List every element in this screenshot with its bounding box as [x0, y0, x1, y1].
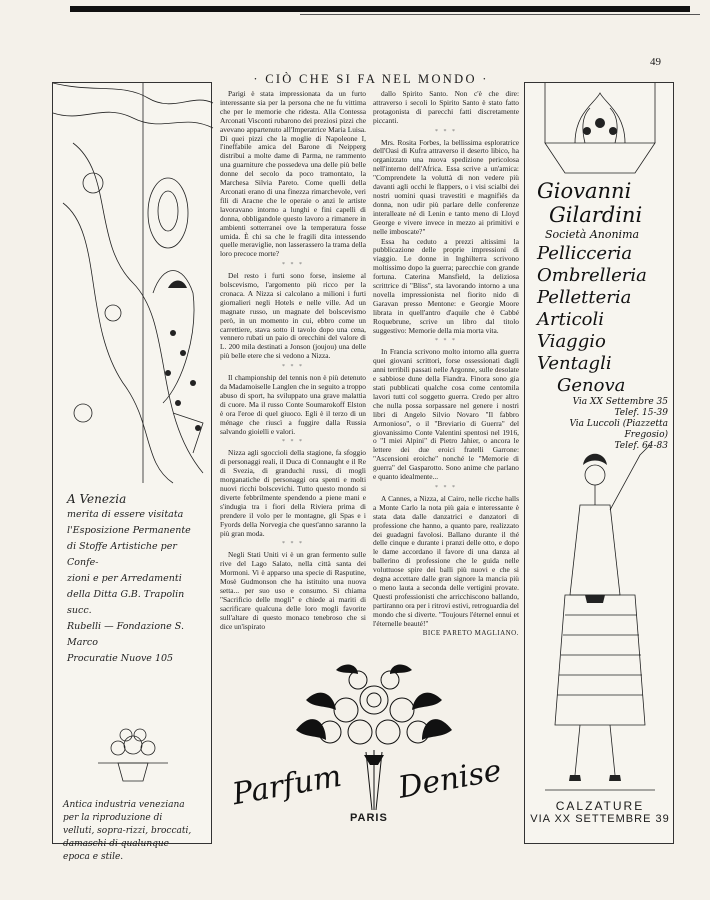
- ad-venezia-bottom-4: damaschi di qualunque: [63, 839, 170, 849]
- ad-venezia-line-4: di Stoffe Artistiche per Confe-: [67, 541, 177, 568]
- brand-tel-1: Telef. 15-39: [614, 408, 668, 418]
- article: [220, 72, 522, 638]
- flower-basket-icon: [525, 83, 675, 183]
- ad-venezia-line-1: A Venezia: [67, 492, 127, 506]
- article-paragraph: Parigi è stata impressionata da un furto interessante sia per la persona che ne fu vittima che per le memorie che ridesta. Alla Contessa Arconati Visconti rubarono dei preziosi pizzi che avevano appartenuto all'Imperatrice Maria Luisa. Di quei pizzi che la moglie di Napoleone I, l'ineffabile amica del Barone di Neipperg distribuì a molte dame di Parma, ne rammento una guarniture che possedeva una delle più belle donne del secolo da poco tramontato, la Marchesa Silvia Pareto. Come quelli della Arconati erano di una finezza rimarchevole, veri fili di Aracne che le operaie o anzi le artiste lavoravano intorno a lunghi e fini capelli di donna, obbligandole questo lavoro a rimanere in ambienti sotterranei ove la temperatura fosse umida. È chi sa che le fragili dita intessendo quelle meraviglie, non lasserassero la trama della loro precoce morte?: [220, 89, 366, 259]
- top-rule: [70, 6, 690, 12]
- brand-product: Pelletteria: [537, 287, 632, 308]
- article-paragraph: dallo Spirito Santo. Non c'è che dire: attraverso i secoli lo Spirito Santo è stato fatto protagonista di parecchi fatti discretamente piccanti.: [373, 89, 519, 125]
- page-number: 49: [650, 56, 661, 68]
- article-columns: [220, 90, 522, 680]
- brand-product: Ventagli: [537, 353, 612, 374]
- article-paragraph: Del resto i furti sono forse, insieme al bolscevismo, l'argomento più ricco per la cronaca. A Nizza si calcolano a milioni i furti giornalieri negli Hotels e nelle ville. Ad un magnate russo, un magnate del bolscevismo però, in un momento in cui, ebbro come un carrettiere, stava sotto il tavolo dopo una cena, vennero rubati un paio di orecchini del valore di L. 200 mila destinati a Jonson (joujou) una delle più belle etere che si vedono a Nizza.: [220, 271, 366, 361]
- article-column-left: [220, 90, 366, 632]
- ad-venezia-line-8: Procuratie Nuove 105: [67, 653, 174, 664]
- article-paragraph: Mrs. Rosita Forbes, la bellissima esploratrice dell'Oasi di Kufra attraverso il deserto libico, ha organizzato una nuova spedizione pericolosa nell'interno dell'Africa. Essa scrive a un'amica: "Comprendete la voluttà di non vedere più davanti agli occhi le flappers, o i visi scialbi dei nostri uomini quasi travestiti e magnifiés da donna, non udir più parlare delle conferenze interalleate né di Lenin e tanto meno di Lloyd George e vivere invece in mezzo ai primitivi e nelle imboscate?": [373, 137, 519, 236]
- brand-address-2: Via Luccoli (Piazzetta Fregosio): [569, 419, 668, 440]
- article-separator: * * *: [435, 128, 457, 135]
- brand-address-1: Via XX Settembre 35: [572, 397, 668, 407]
- article-separator: * * *: [282, 439, 304, 446]
- footer-calzature: CALZATURE: [555, 799, 645, 813]
- ad-venezia: [52, 82, 212, 862]
- ad-venezia-bottom-5: epoca e stile.: [63, 852, 124, 862]
- flower-vase-icon: [88, 723, 178, 783]
- denise-word: Denise: [395, 753, 505, 806]
- top-rule-thin: [300, 14, 700, 15]
- ad-venezia-line-7: Rubelli — Fondazione S. Marco: [67, 621, 184, 648]
- ad-venezia-line-6: della Ditta G.B. Trapolin succ.: [67, 589, 185, 616]
- ad-parfum-denise: [226, 660, 522, 840]
- brand-first-name: Giovanni: [537, 179, 632, 203]
- article-separator: * * *: [282, 262, 304, 269]
- brand-last-name: Gilardini: [549, 203, 643, 227]
- article-paragraph: Essa ha ceduto a prezzi altissimi la pubblicazione delle proprie impressioni di viaggio. Le donne in Inghilterra scrivono moltissimo dopo la guerra; parecchie con grande fortuna. Caterina Mansfield, la deliziosa scrittrice di "Bliss", sta lavorando intorno a una novella impressionista nel fiorito nido di Garavan presso Mentone: e Georgie Moore librata in quell'antro d'aquile che è Cabbé Roquebrune, scrive un libro dal titolo suggestivo: Memorie della mia morta vita.: [373, 236, 519, 335]
- article-separator: * * *: [282, 364, 304, 371]
- article-title: · CIÒ CHE SI FA NEL MONDO ·: [253, 72, 489, 86]
- ad-venezia-bottom-2: per la riproduzione di: [63, 813, 163, 823]
- article-paragraph: Il championship del tennis non è più detenuto da Madamoiselle Langlen che in seguito a troppo abuso di sport, ha sviluppato una grave malattia di cuore. Ma il russo Conte Soumarokoff Elston è ora l'eroe di quel giuoco. Egli è il terzo di un ménage che riuscì a fuggire dalla Russia salvando gioielli e valori.: [220, 373, 366, 436]
- ad-venezia-bottom-3: velluti, sopra-rizzi, broccati,: [63, 826, 192, 836]
- ad-venezia-bottom-text: [63, 799, 208, 864]
- brand-tel-2: Telef. 64-83: [614, 441, 668, 451]
- article-paragraph: Negli Stati Uniti vi è un gran fermento sulle rive del Lago Salato, nella città santa dei Mormoni. Vi è apparso una specie di Rasputine, Mosè Gudmonson che ha istituito una nuova setta... per suo uso e consumo. Si chiama "Sacrificio delle mogli" e chiede ai mariti di sacrificare qualcuna delle loro mogli favorite sull'altare di questo monaco tenebroso che si dice un'ispirato: [220, 550, 366, 631]
- article-separator: * * *: [435, 484, 457, 491]
- footer-address: VIA XX SETTEMBRE 39: [530, 813, 670, 825]
- ad-venezia-text: [67, 491, 207, 667]
- ad-venezia-bottom-1: Antica industria veneziana: [63, 800, 185, 810]
- fashion-lady-illustration: [525, 395, 675, 805]
- ad-venezia-illustration: [53, 83, 213, 483]
- brand-city: Genova: [557, 375, 626, 396]
- article-paragraph: A Cannes, a Nizza, al Cairo, nelle ricche halls a Monte Carlo la nota più gaia e interessante è stata data dalle danzatrici e danzatori di professione che hanno, a quanto pare, realizzato dei guadagni favolosi. Ballano durante il thé delle cinque e durante i pranzi delle otto, e dopo le dame accordano il favore di una danza al ballerino di professione che le guida nelle voluttuose spire dei balli più nuovi e che si degna accettare dalle gran signore la mancia più o meno lauta a seconda delle vertigini provate. Questi professionisti che arricchiscono ballando, partiranno ora per i ritrovi estivi, retroguardia del mondo che si diverte. "Toujours l'éternel ennui et l'éternelle beauté!": [373, 493, 519, 628]
- ad-venezia-line-2: merita di essere visitata: [67, 509, 184, 520]
- article-paragraph: Nizza agli sgoccioli della stagione, fa sfoggio di personaggi reali, il Duca di Connaught e il Re di Svezia, di granduchi russi, di mogli morganatiche di personaggi ora spenti e molti nuovi ricchi bolscevichi. Tutto questo mondo si diverte febbrilmente spendendo a piene mani e s'indugia tra i fiori della Riviera prima di prendere il volo per le montagne, gli Spas e i Fyords della Norvegia che quest'anno saranno la più gran moda.: [220, 448, 366, 538]
- brand-product: Pellicceria: [537, 243, 633, 264]
- brand-product: Ombrelleria: [537, 265, 647, 286]
- article-separator: * * *: [282, 541, 304, 548]
- article-signature: BICE PARETO MAGLIANO.: [422, 629, 519, 638]
- article-paragraph: In Francia scrivono molto intorno alla guerra quei giovani scrittori, forse ossessionati dagli anni terribili passati nelle Argonne, sulle desolate e sabbiose dune della Fiandra. Finora sono gia stati pubblicati qualche cosa come centomila lavori tutti col soggetto guerra. Credo per altro che nulla possa sorpassare nel genere i nostri libri di Angelo Silvio Novaro "Il fabbro Armonioso", o il "Breviario di Guerra" del giovanissimo Conte Valentini spentosi nel 1916, o "I miei Alpini" di Pietro Jahier, o ancora le lettere dei due eroici fratelli Garrone: "Ascensioni eroiche" nonché le "Memorie di guerra" del Gasparotto. Sono anime che parlano e quanto idealmente...: [373, 347, 519, 482]
- ad-gilardini: [524, 82, 674, 844]
- article-column-right: [373, 90, 519, 639]
- parfum-city: PARIS: [350, 812, 388, 824]
- ad-venezia-line-3: l'Esposizione Permanente: [67, 525, 191, 536]
- brand-product: Articoli Viaggio: [537, 309, 606, 352]
- article-separator: * * *: [435, 338, 457, 345]
- parfum-word: Parfum: [229, 758, 345, 813]
- brand-company: Società Anonima: [545, 228, 640, 241]
- ad-venezia-line-5: zioni e per Arredamenti: [67, 573, 182, 584]
- ad-gilardini-footer: [525, 799, 675, 825]
